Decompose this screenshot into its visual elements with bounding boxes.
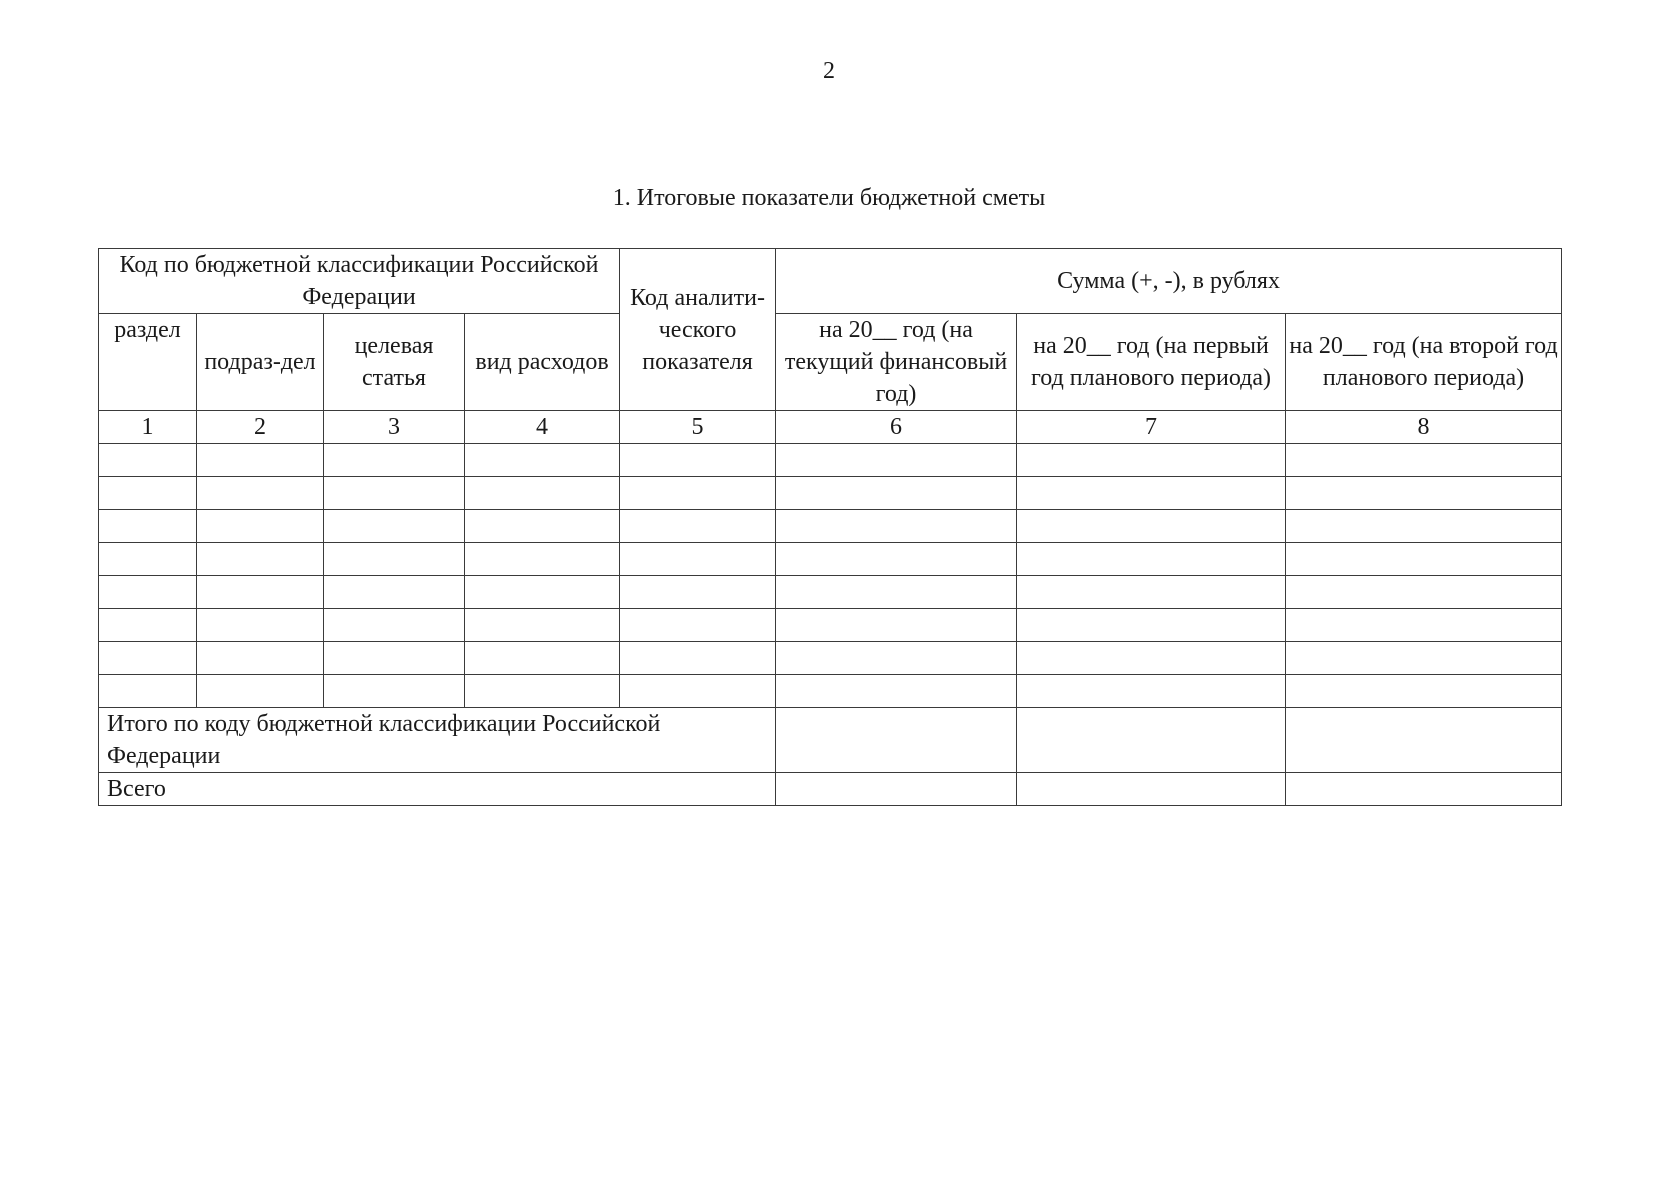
table-cell[interactable]	[99, 609, 197, 642]
table-cell[interactable]	[1017, 675, 1286, 708]
table-cell[interactable]	[620, 609, 776, 642]
table-cell[interactable]	[324, 642, 465, 675]
table-cell[interactable]	[465, 444, 620, 477]
table-cell[interactable]	[99, 543, 197, 576]
column-number: 1	[99, 411, 197, 444]
table-cell[interactable]	[465, 642, 620, 675]
header-analytic-code: Код аналити-ческого показателя	[620, 249, 776, 411]
column-number: 3	[324, 411, 465, 444]
table-cell[interactable]	[1286, 642, 1562, 675]
table-cell[interactable]	[1017, 543, 1286, 576]
table-cell[interactable]	[197, 543, 324, 576]
table-cell[interactable]	[465, 609, 620, 642]
table-cell[interactable]	[1286, 543, 1562, 576]
table-cell[interactable]	[1017, 510, 1286, 543]
table-cell[interactable]	[1286, 609, 1562, 642]
table-cell[interactable]	[324, 543, 465, 576]
table-cell[interactable]	[776, 477, 1017, 510]
table-cell[interactable]	[1017, 444, 1286, 477]
header-year-current: на 20__ год (на текущий финансовый год)	[776, 314, 1017, 411]
column-number: 2	[197, 411, 324, 444]
table-cell[interactable]	[1286, 444, 1562, 477]
all-cell-year-first[interactable]	[1017, 773, 1286, 806]
table-cell[interactable]	[776, 675, 1017, 708]
table-cell[interactable]	[620, 444, 776, 477]
table-cell[interactable]	[197, 444, 324, 477]
table-row	[99, 675, 1562, 708]
table-cell[interactable]	[324, 477, 465, 510]
table-cell[interactable]	[197, 642, 324, 675]
total-row	[99, 708, 1562, 773]
column-number: 6	[776, 411, 1017, 444]
column-number: 5	[620, 411, 776, 444]
table-row	[99, 477, 1562, 510]
table-cell[interactable]	[1286, 675, 1562, 708]
table-cell[interactable]	[620, 642, 776, 675]
table-cell[interactable]	[197, 477, 324, 510]
table-cell[interactable]	[620, 477, 776, 510]
table-cell[interactable]	[99, 642, 197, 675]
table-cell[interactable]	[99, 444, 197, 477]
table-cell[interactable]	[324, 675, 465, 708]
table-cell[interactable]	[197, 510, 324, 543]
table-cell[interactable]	[99, 477, 197, 510]
table-cell[interactable]	[1286, 477, 1562, 510]
table-row	[99, 642, 1562, 675]
header-year-second: на 20__ год (на второй год планового периода)	[1286, 314, 1562, 411]
table-cell[interactable]	[197, 675, 324, 708]
table-row	[99, 444, 1562, 477]
table-cell[interactable]	[776, 543, 1017, 576]
table-cell[interactable]	[465, 477, 620, 510]
total-cell-year-first[interactable]	[1017, 708, 1286, 773]
table-row	[99, 543, 1562, 576]
table-cell[interactable]	[324, 576, 465, 609]
page-number: 2	[823, 58, 835, 84]
table-title: 1. Итоговые показатели бюджетной сметы	[612, 185, 1046, 211]
header-celevaya: целевая статья	[324, 314, 465, 411]
column-number-row	[99, 411, 1562, 444]
header-year-first: на 20__ год (на первый год планового периода)	[1017, 314, 1286, 411]
table-cell[interactable]	[776, 642, 1017, 675]
budget-table	[98, 248, 1562, 806]
table-cell[interactable]	[1017, 477, 1286, 510]
table-cell[interactable]	[99, 510, 197, 543]
table-cell[interactable]	[1017, 642, 1286, 675]
header-razdel: раздел	[99, 314, 197, 411]
table-cell[interactable]	[465, 543, 620, 576]
column-number: 7	[1017, 411, 1286, 444]
header-classification: Код по бюджетной классификации Российской Федерации	[99, 249, 620, 314]
table-row	[99, 609, 1562, 642]
table-cell[interactable]	[197, 609, 324, 642]
all-label: Всего	[99, 773, 776, 806]
table-cell[interactable]	[1286, 510, 1562, 543]
table-cell[interactable]	[620, 510, 776, 543]
column-number: 8	[1286, 411, 1562, 444]
table-cell[interactable]	[197, 576, 324, 609]
table-cell[interactable]	[1017, 609, 1286, 642]
table-cell[interactable]	[620, 543, 776, 576]
table-row	[99, 510, 1562, 543]
table-cell[interactable]	[324, 444, 465, 477]
header-vid: вид расходов	[465, 314, 620, 411]
header-sum: Сумма (+, -), в рублях	[776, 249, 1562, 314]
table-cell[interactable]	[465, 510, 620, 543]
table-cell[interactable]	[620, 675, 776, 708]
table-cell[interactable]	[620, 576, 776, 609]
all-cell-year-second[interactable]	[1286, 773, 1562, 806]
table-cell[interactable]	[324, 510, 465, 543]
all-row	[99, 773, 1562, 806]
header-podrazdel: подраз-дел	[197, 314, 324, 411]
table-cell[interactable]	[776, 576, 1017, 609]
total-cell-year-second[interactable]	[1286, 708, 1562, 773]
table-cell[interactable]	[776, 444, 1017, 477]
table-cell[interactable]	[99, 675, 197, 708]
total-label: Итого по коду бюджетной классификации Российской Федерации	[99, 708, 776, 773]
table-cell[interactable]	[465, 576, 620, 609]
table-cell[interactable]	[465, 675, 620, 708]
table-cell[interactable]	[99, 576, 197, 609]
table-cell[interactable]	[776, 609, 1017, 642]
table-cell[interactable]	[1286, 576, 1562, 609]
table-cell[interactable]	[324, 609, 465, 642]
table-cell[interactable]	[776, 510, 1017, 543]
total-cell-year-current[interactable]	[776, 708, 1017, 773]
table-row	[99, 576, 1562, 609]
all-cell-year-current[interactable]	[776, 773, 1017, 806]
table-cell[interactable]	[1017, 576, 1286, 609]
column-number: 4	[465, 411, 620, 444]
